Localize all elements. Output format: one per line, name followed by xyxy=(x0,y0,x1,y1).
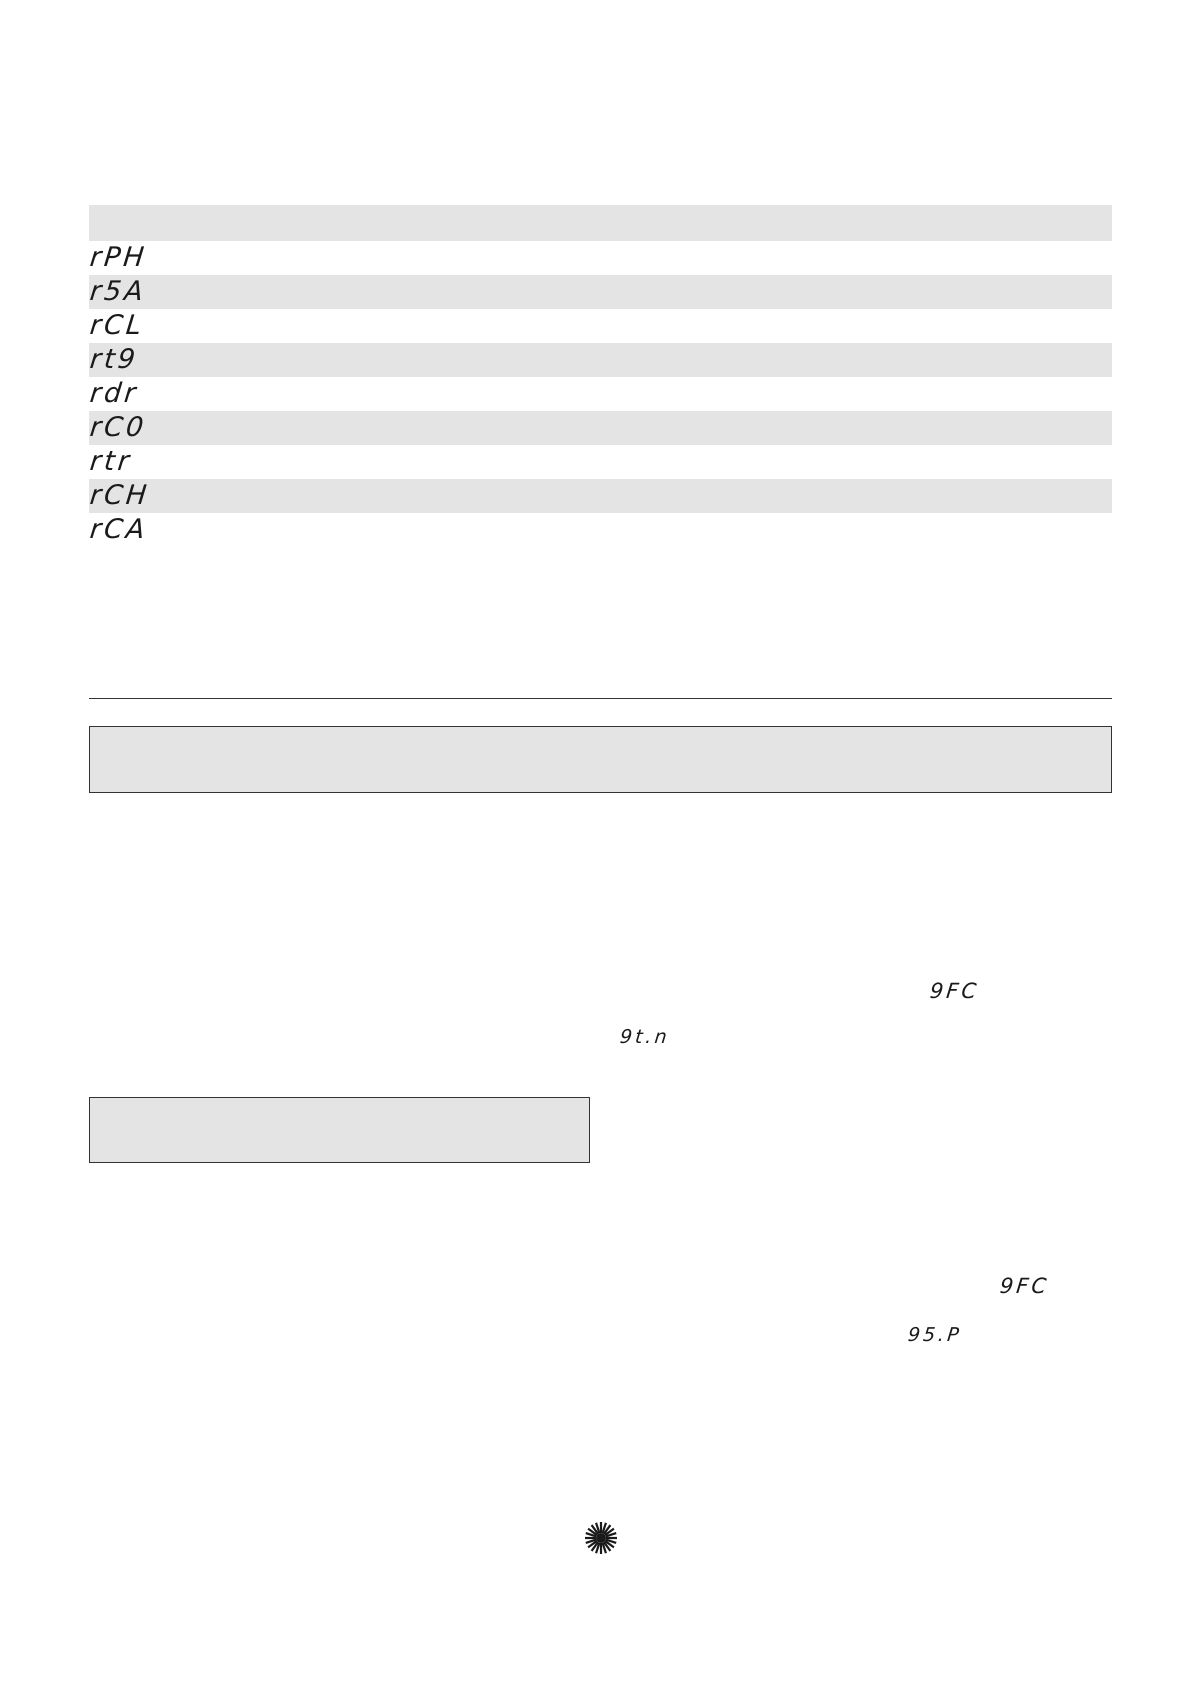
table-row xyxy=(89,411,1112,445)
inline-code-9fc: 9FC xyxy=(928,979,981,1003)
note-box xyxy=(89,726,1112,793)
inline-code-95p: 95.P xyxy=(906,1324,963,1346)
parameter-code: r5A xyxy=(88,276,148,307)
parameter-code: rCL xyxy=(88,310,146,341)
inline-code-9tn: 9t.n xyxy=(618,1026,671,1048)
parameter-code: rCA xyxy=(88,514,150,545)
table-row xyxy=(89,275,1112,309)
table-row xyxy=(89,309,1112,343)
table-header xyxy=(89,205,1112,241)
table-row xyxy=(89,343,1112,377)
note-box-small xyxy=(89,1097,590,1163)
inline-code-9fc-second: 9FC xyxy=(998,1274,1051,1298)
parameter-table xyxy=(89,205,1112,547)
parameter-code: rdr xyxy=(88,378,141,409)
section-divider xyxy=(89,698,1112,699)
table-row xyxy=(89,479,1112,513)
parameter-code: rC0 xyxy=(88,412,148,443)
table-row xyxy=(89,445,1112,479)
table-row xyxy=(89,513,1112,547)
table-row xyxy=(89,241,1112,275)
sunburst-logo-icon xyxy=(584,1521,618,1555)
parameter-code: rPH xyxy=(88,242,149,273)
parameter-code: rt9 xyxy=(88,344,140,375)
parameter-code: rtr xyxy=(88,446,134,477)
table-row xyxy=(89,377,1112,411)
parameter-code: rCH xyxy=(88,480,151,511)
